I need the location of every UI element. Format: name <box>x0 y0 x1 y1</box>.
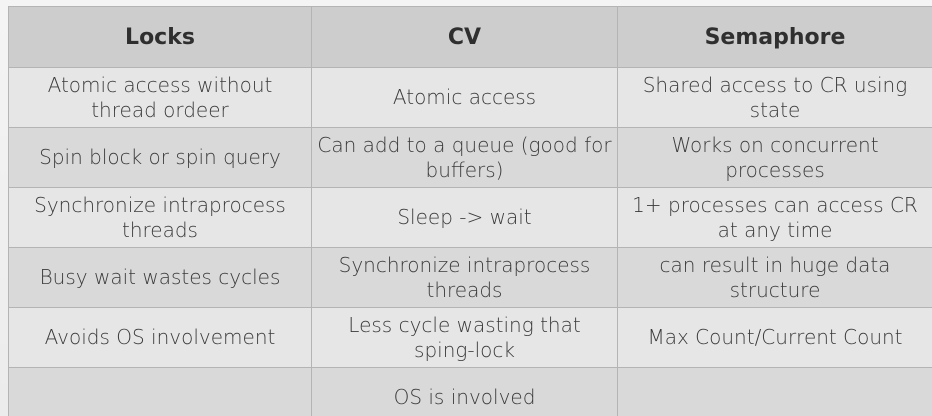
cell-semaphore: 1+ processes can access CR at any time <box>618 188 932 248</box>
cell-semaphore: Shared access to CR using state <box>618 68 932 128</box>
table-row <box>9 128 932 188</box>
cell-cv: Synchronize intraprocess threads <box>312 248 618 308</box>
cell-cv: Less cycle wasting that sping-lock <box>312 308 618 368</box>
table-row <box>9 248 932 308</box>
cell-cv: Atomic access <box>312 68 618 128</box>
header-semaphore: Semaphore <box>618 7 932 68</box>
cell-semaphore: can result in huge data structure <box>618 248 932 308</box>
cell-semaphore: Works on concurrent processes <box>618 128 932 188</box>
cell-locks: Spin block or spin query <box>9 128 312 188</box>
cell-locks: Atomic access without thread ordeer <box>9 68 312 128</box>
cell-semaphore <box>618 368 932 416</box>
cell-cv: Can add to a queue (good for buffers) <box>312 128 618 188</box>
table-row <box>9 308 932 368</box>
table-row <box>9 68 932 128</box>
header-row <box>9 7 932 68</box>
cell-locks: Avoids OS involvement <box>9 308 312 368</box>
table-row <box>9 368 932 416</box>
comparison-table <box>8 6 932 416</box>
cell-locks: Synchronize intraprocess threads <box>9 188 312 248</box>
table-row <box>9 188 932 248</box>
cell-cv: OS is involved <box>312 368 618 416</box>
cell-cv: Sleep -> wait <box>312 188 618 248</box>
header-cv: CV <box>312 7 618 68</box>
cell-locks: Busy wait wastes cycles <box>9 248 312 308</box>
header-locks: Locks <box>9 7 312 68</box>
cell-locks <box>9 368 312 416</box>
cell-semaphore: Max Count/Current Count <box>618 308 932 368</box>
